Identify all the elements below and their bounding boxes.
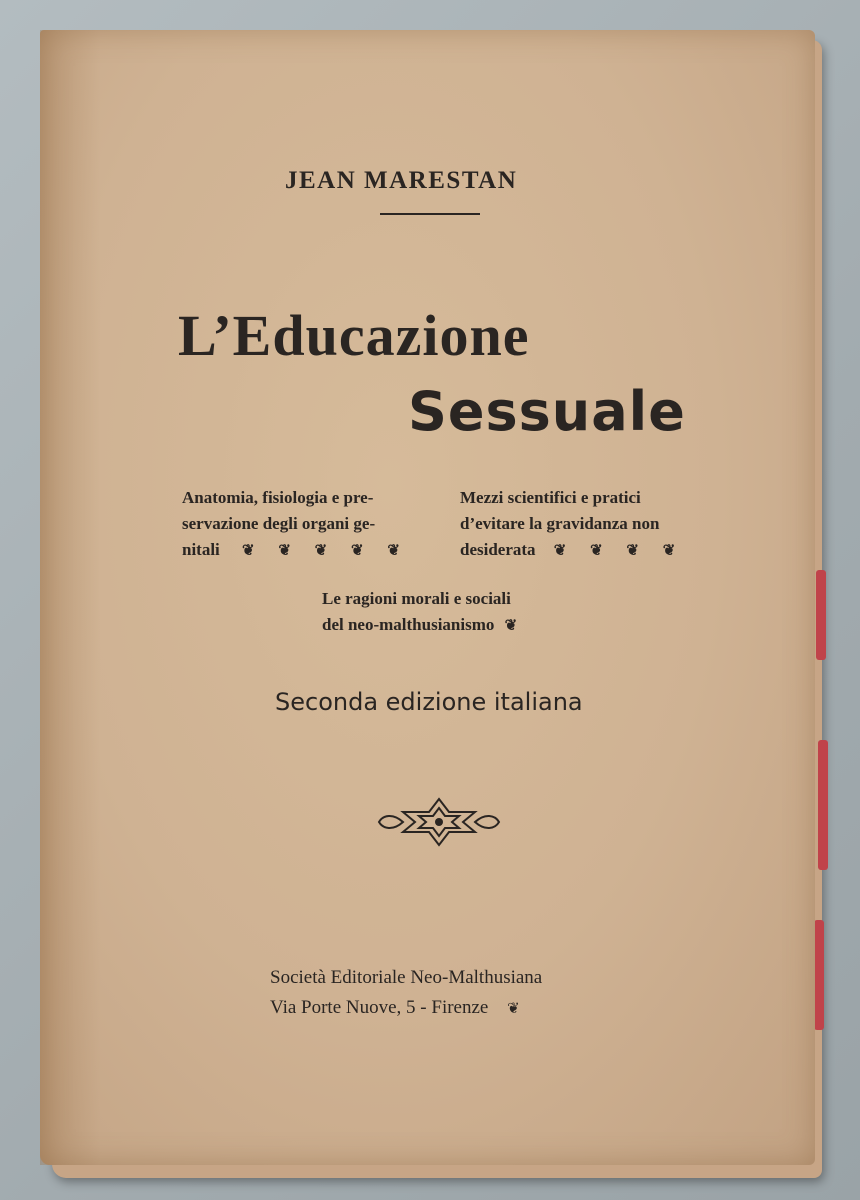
fleuron-icon: ❦ ❦ ❦ ❦ ❦ [242, 543, 410, 559]
star-ornament-icon [375, 795, 503, 849]
right-column-line-end: desiderata [460, 540, 536, 559]
middle-text-block [322, 586, 517, 639]
right-column-line: Mezzi scientifici e pratici [460, 488, 641, 507]
right-column-text [460, 485, 685, 564]
left-column-text [182, 485, 410, 564]
red-edge-mark [818, 740, 828, 870]
author-divider [380, 213, 480, 215]
middle-line-end: del neo-malthusianismo [322, 615, 495, 634]
middle-line: Le ragioni morali e sociali [322, 589, 511, 608]
fleuron-icon: ❦ [507, 1001, 520, 1017]
publisher-address-line [270, 993, 542, 1024]
edition-label: Seconda edizione italiana [275, 688, 583, 716]
left-column-line: Anatomia, fisiologia e pre- [182, 488, 374, 507]
publisher-address: Via Porte Nuove, 5 - Firenze [270, 997, 489, 1018]
publisher-block [270, 963, 542, 1024]
middle-line [322, 612, 517, 639]
left-column-line [182, 537, 410, 564]
title-line-2: Sessuale [408, 380, 686, 443]
title-line-1: L’Educazione [178, 303, 530, 368]
right-column-line: d’evitare la gravidanza non [460, 514, 660, 533]
fleuron-icon: ❦ ❦ ❦ ❦ [553, 543, 686, 559]
book-cover [40, 30, 815, 1165]
publisher-name: Società Editoriale Neo-Malthusiana [270, 967, 543, 988]
fleuron-icon: ❦ [504, 618, 518, 634]
right-column-line [460, 537, 685, 564]
left-column-line: servazione degli organi ge- [182, 514, 376, 533]
left-column-line-end: nitali [182, 540, 220, 559]
red-edge-mark [816, 570, 826, 660]
red-edge-mark [814, 920, 824, 1030]
author-name: JEAN MARESTAN [285, 167, 518, 194]
